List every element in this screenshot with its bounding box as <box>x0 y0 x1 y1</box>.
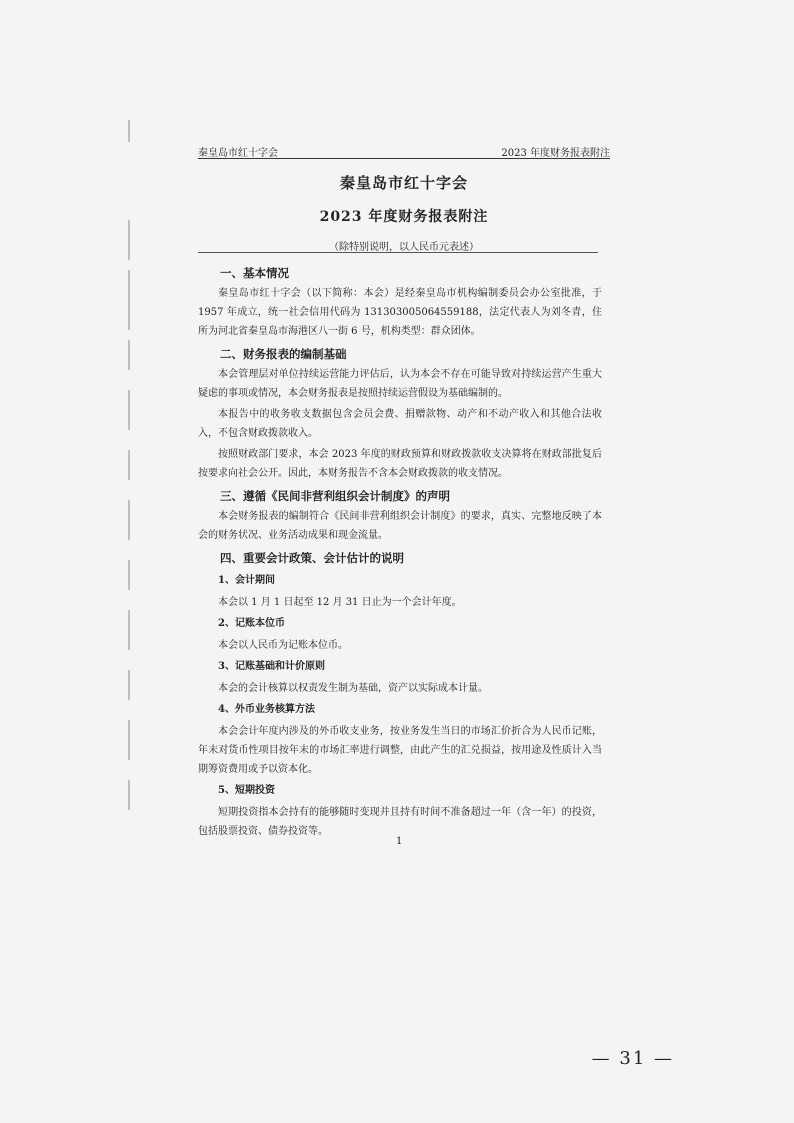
title-block <box>198 172 610 253</box>
paragraph: 本会的会计核算以权责发生制为基础，资产以实际成本计量。 <box>218 683 488 694</box>
folio-number: 1 <box>396 836 403 847</box>
section-heading-preparation-basis: 二、财务报表的编制基础 <box>220 347 347 361</box>
paragraph: 按照财政部门要求，本会 2023 年度的财政预算和财政拨款收支决算将在财政部批复后按要求向社会公开。因此，本财务报告不含本会财政拨款的收支情况。 <box>198 449 602 479</box>
org-title: 秦皇岛市红十字会 <box>339 174 468 192</box>
section-heading-accounting-policies: 四、重要会计政策、会计估计的说明 <box>220 551 404 565</box>
section-heading-compliance-statement: 三、遵循《民间非营利组织会计制度》的声明 <box>220 489 450 503</box>
document-title: 2023 年度财务报表附注 <box>319 209 489 225</box>
document-subtitle: （除特别说明，以人民币元表述） <box>329 242 479 253</box>
subheading-accounting-period: 1、会计期间 <box>218 575 275 586</box>
subheading-short-term-investment: 5、短期投资 <box>218 785 275 796</box>
subheading-accounting-basis: 3、记账基础和计价原则 <box>218 661 325 672</box>
subheading-bookkeeping-currency: 2、记账本位币 <box>218 618 285 629</box>
paragraph: 本报告中的收务收支数据包含会员会费、捐赠款物、动产和不动产收入和其他合法收入，不包含财政拨款收入。 <box>198 409 602 439</box>
paragraph: 本会财务报表的编制符合《民间非营利组织会计制度》的要求，真实、完整地反映了本会的财务状况、业务活动成果和现金流量。 <box>198 511 602 541</box>
paragraph: 短期投资指本会持有的能够随时变现并且持有时间不准备超过一年（含一年）的投资，包括股票投资、债券投资等。 <box>198 807 602 837</box>
header-doc-title: 2023 年度财务报表附注 <box>501 148 610 159</box>
page-number: — 31 — <box>591 1048 674 1069</box>
binding-marks <box>128 120 142 820</box>
paragraph: 本会管理层对单位持续运营能力评估后，认为本会不存在可能导致对持续运营产生重大疑虑的事项或情况，本会财务报表是按照持续运营假设为基础编制的。 <box>198 369 602 399</box>
paragraph: 秦皇岛市红十字会（以下简称：本会）是经秦皇岛市机构编制委员会办公室批准，于 1957 年成立，统一社会信用代码为 131303005064559188，法定代表人为刘冬青，住所为河北省秦皇岛市海港区八一街 6 号，机构类型：群众团体。 <box>198 288 602 337</box>
paragraph: 本会以 1 月 1 日起至 12 月 31 日止为一个会计年度。 <box>218 597 462 608</box>
paragraph: 本会以人民币为记账本位币。 <box>218 640 348 651</box>
document-body <box>198 262 602 843</box>
running-header <box>198 142 610 159</box>
paragraph: 本会会计年度内涉及的外币收支业务，按业务发生当日的市场汇价折合为人民币记账，年末对货币性项目按年末的市场汇率进行调整，由此产生的汇兑损益，按用途及性质计入当期筹资费用或予以资本化。 <box>198 726 602 775</box>
section-heading-basic-info: 一、基本情况 <box>220 266 289 280</box>
subheading-foreign-currency: 4、外币业务核算方法 <box>218 704 315 715</box>
header-org: 秦皇岛市红十字会 <box>198 148 278 159</box>
title-divider <box>198 252 598 253</box>
